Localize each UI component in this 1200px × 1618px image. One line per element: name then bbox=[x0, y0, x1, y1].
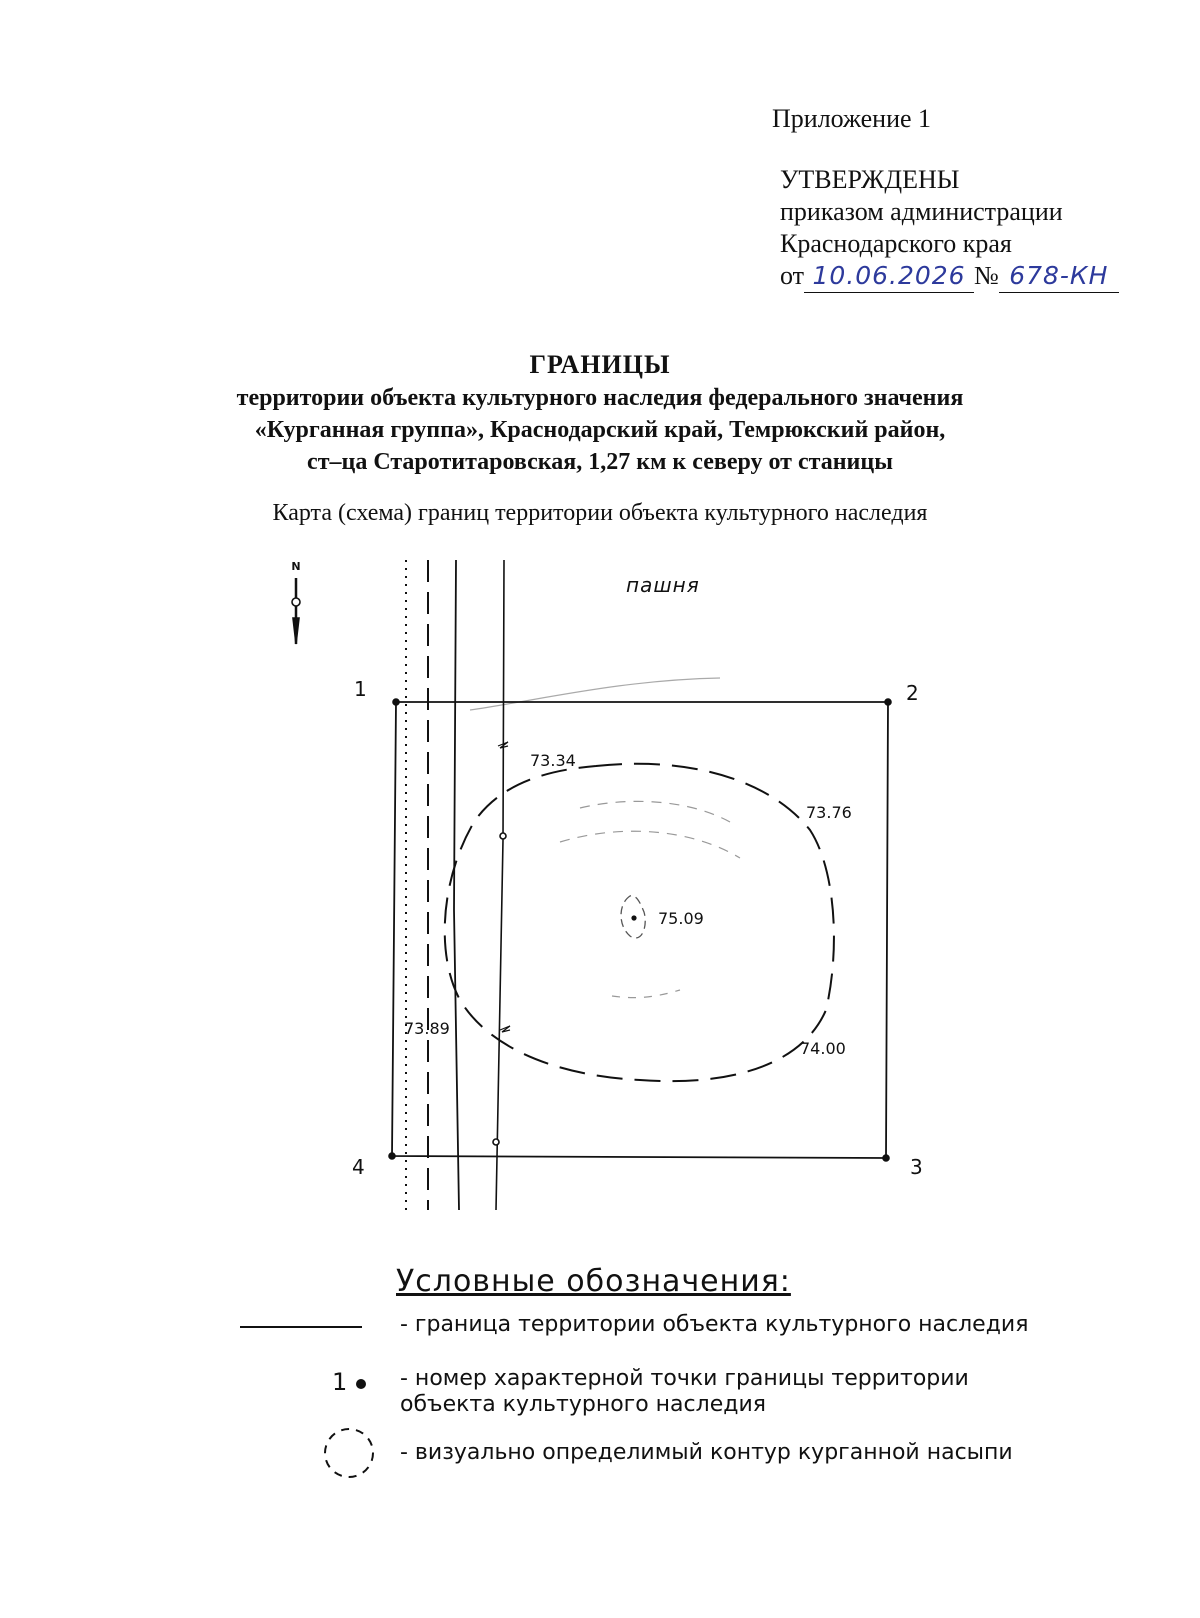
legend-point-dot-icon bbox=[356, 1379, 366, 1389]
boundary-point-1 bbox=[393, 699, 399, 705]
approval-block bbox=[780, 164, 1119, 293]
legend-item-mound: - визуально определимый контур курганной насыпи bbox=[400, 1440, 1013, 1465]
order-line-1: приказом администрации bbox=[780, 197, 1063, 226]
boundary-point-4 bbox=[389, 1153, 395, 1159]
territory-boundary bbox=[392, 702, 888, 1158]
faint-track-line bbox=[470, 678, 720, 710]
legend-item-point: - номер характерной точки границы территории объекта культурного наследия bbox=[400, 1366, 969, 1417]
handwritten-date: 10.06.2026 bbox=[812, 261, 966, 290]
title-main: ГРАНИЦЫ bbox=[529, 350, 671, 379]
survey-marker bbox=[500, 833, 506, 839]
road-edge-line bbox=[454, 560, 459, 1210]
north-label: N bbox=[291, 560, 301, 573]
legend-boundary-symbol bbox=[240, 1326, 362, 1328]
elevation-label: 75.09 bbox=[658, 909, 704, 928]
survey-marker bbox=[493, 1139, 499, 1145]
inner-contour bbox=[560, 831, 740, 858]
document-title bbox=[0, 348, 1200, 478]
boundary-point-2 bbox=[885, 699, 891, 705]
elevation-label: 73.89 bbox=[404, 1019, 450, 1038]
elevation-label: 74.00 bbox=[800, 1039, 846, 1058]
point-label-2: 2 bbox=[906, 681, 919, 705]
handwritten-number: 678-КН bbox=[1009, 261, 1109, 290]
legend-title: Условные обозначения: bbox=[396, 1264, 791, 1299]
legend-item-boundary: - граница территории объекта культурного наследия bbox=[400, 1312, 1029, 1337]
number-label: № bbox=[974, 261, 999, 290]
date-field bbox=[804, 260, 974, 293]
boundary-map bbox=[0, 560, 1200, 1240]
inner-contour bbox=[580, 801, 730, 822]
legend-dashed-contour-icon bbox=[320, 1424, 378, 1482]
map-caption: Карта (схема) границ территории объекта культурного наследия bbox=[272, 500, 928, 526]
legend-point-number: 1 bbox=[332, 1368, 348, 1396]
elevation-label: 73.76 bbox=[806, 803, 852, 822]
order-line-2: Краснодарского края bbox=[780, 229, 1012, 258]
elevation-label: 73.34 bbox=[530, 751, 576, 770]
inner-contour bbox=[612, 990, 680, 998]
land-use-label: пашня bbox=[626, 573, 700, 597]
point-label-1: 1 bbox=[354, 677, 367, 701]
boundary-point-3 bbox=[883, 1155, 889, 1161]
title-line-3: ст–ца Старотитаровская, 1,27 км к северу от станицы bbox=[307, 449, 893, 475]
field-edge-line bbox=[496, 560, 504, 1210]
approved-label: УТВЕРЖДЕНЫ bbox=[780, 165, 960, 194]
number-field bbox=[999, 260, 1119, 293]
from-label: от bbox=[780, 261, 805, 290]
north-arrow-icon bbox=[292, 578, 300, 644]
summit-point bbox=[632, 916, 636, 920]
order-date-number-line bbox=[780, 260, 1119, 293]
point-label-4: 4 bbox=[352, 1155, 365, 1179]
point-label-3: 3 bbox=[910, 1155, 923, 1179]
appendix-label: Приложение 1 bbox=[772, 104, 932, 133]
title-line-2: «Курганная группа», Краснодарский край, Темрюкский район, bbox=[254, 417, 946, 443]
title-line-1: территории объекта культурного наследия федерального значения bbox=[236, 385, 964, 411]
